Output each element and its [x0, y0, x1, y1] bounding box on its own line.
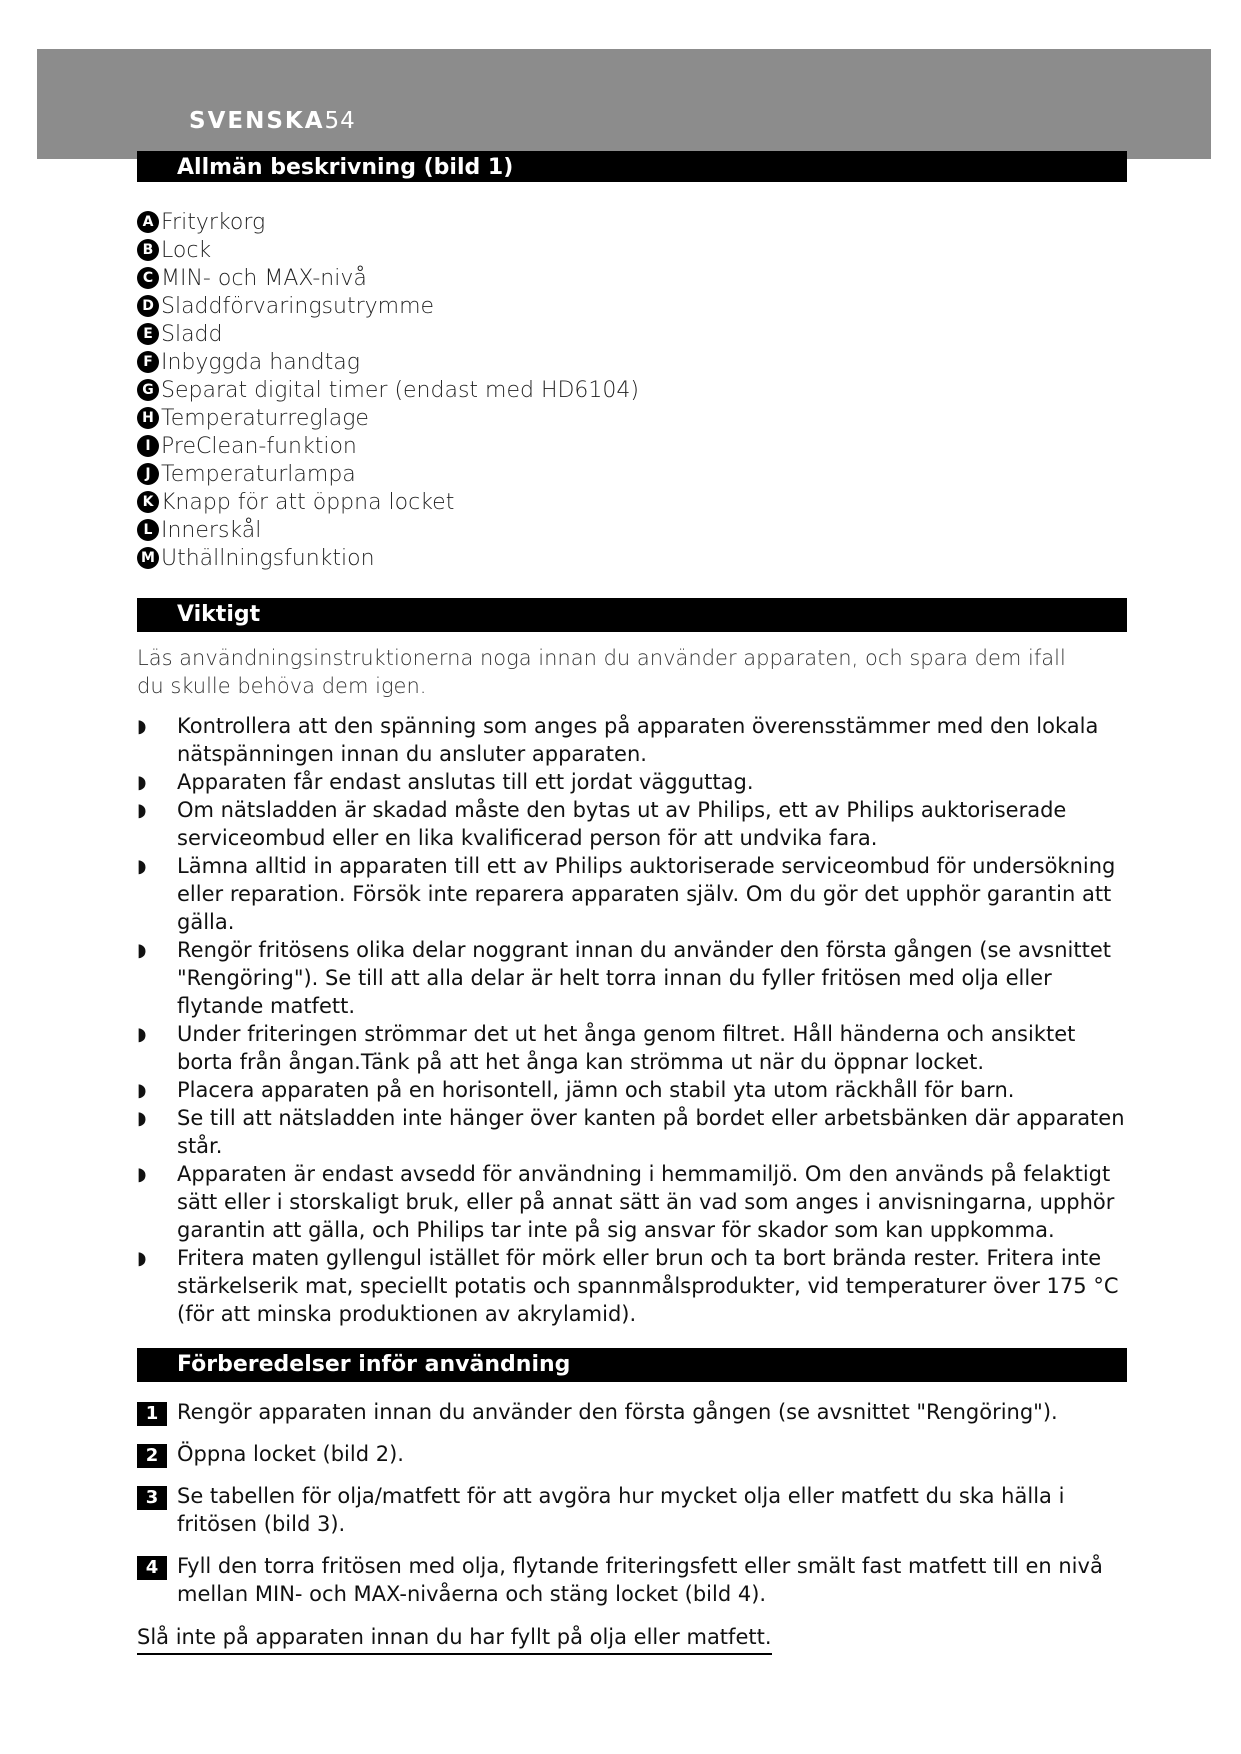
- list-item: [137, 796, 1132, 852]
- list-item: [137, 936, 1132, 1020]
- letter-badge: D: [137, 295, 159, 317]
- list-item: [137, 712, 1132, 768]
- step-number: 2: [137, 1444, 167, 1468]
- warning-text: Apparaten får endast anslutas till ett jordat vägguttag.: [177, 770, 754, 794]
- part-label: Uthällningsfunktion: [161, 545, 375, 571]
- list-item: [137, 1020, 1132, 1076]
- list-item: [137, 292, 639, 320]
- letter-badge: B: [137, 239, 159, 261]
- list-item: [137, 852, 1132, 936]
- warning-text: Fritera maten gyllengul istället för mörk eller brun och ta bort brända rester. Fritera inte stärkelserik mat, speciellt potatis och spannmålsprodukter, vid temperaturer över 175 °C (för att minska produktionen av akrylamid).: [177, 1246, 1119, 1326]
- letter-badge: K: [137, 491, 159, 513]
- parts-list: [137, 208, 639, 572]
- part-label: Temperaturreglage: [161, 405, 369, 431]
- warning-text: Rengör fritösens olika delar noggrant innan du använder den första gången (se avsnittet "Rengöring"). Se till att alla delar är helt torra innan du fyller fritösen med olja eller flytande matfett.: [177, 938, 1112, 1018]
- list-item: [137, 348, 639, 376]
- bullet-icon: ◗: [137, 1024, 147, 1045]
- part-label: Sladdförvaringsutrymme: [161, 293, 435, 319]
- header-band: [37, 49, 1211, 159]
- list-item: [137, 1160, 1132, 1244]
- part-label: Sladd: [161, 321, 223, 347]
- step-number: 3: [137, 1486, 167, 1510]
- bullet-icon: ◗: [137, 1108, 147, 1129]
- part-label: Lock: [161, 237, 212, 263]
- list-item: [137, 236, 639, 264]
- list-item: [137, 768, 1132, 796]
- language-label: SVENSKA: [189, 108, 325, 134]
- bullet-icon: ◗: [137, 716, 147, 737]
- step-text: Öppna locket (bild 2).: [177, 1442, 404, 1466]
- step-text: Se tabellen för olja/matfett för att avgöra hur mycket olja eller matfett du ska hälla i fritösen (bild 3).: [177, 1484, 1065, 1536]
- bullet-icon: ◗: [137, 1164, 147, 1185]
- step-text: Rengör apparaten innan du använder den första gången (se avsnittet "Rengöring").: [177, 1400, 1058, 1424]
- bullet-icon: ◗: [137, 1248, 147, 1269]
- warning-text: Om nätsladden är skadad måste den bytas ut av Philips, ett av Philips auktoriserade serviceombud eller en lika kvalificerad person för att undvika fara.: [177, 798, 1067, 850]
- bullet-icon: ◗: [137, 940, 147, 961]
- part-label: Frityrkorg: [161, 209, 266, 235]
- warning-text: Se till att nätsladden inte hänger över kanten på bordet eller arbetsbänken där apparaten står.: [177, 1106, 1125, 1158]
- section-heading-important: Viktigt: [137, 598, 1127, 632]
- letter-badge: M: [137, 547, 159, 569]
- letter-badge: F: [137, 351, 159, 373]
- list-item: [137, 264, 639, 292]
- bullet-icon: ◗: [137, 1080, 147, 1101]
- step-item: [137, 1440, 1127, 1468]
- letter-badge: G: [137, 379, 159, 401]
- letter-badge: H: [137, 407, 159, 429]
- warning-text: Apparaten är endast avsedd för användning i hemmamiljö. Om den används på felaktigt sätt eller i storskaligt bruk, eller på annat sätt än vad som anges i anvisningarna, upphör garantin att gälla, och Philips tar inte på sig ansvar för skador som kan uppkomma.: [177, 1162, 1115, 1242]
- part-label: PreClean-funktion: [161, 433, 357, 459]
- list-item: [137, 1244, 1132, 1328]
- step-number: 1: [137, 1402, 167, 1426]
- intro-paragraph: Läs användningsinstruktionerna noga innan du använder apparaten, och spara dem ifall du skulle behöva dem igen.: [137, 646, 1066, 698]
- step-item: [137, 1552, 1127, 1608]
- list-item: [137, 1104, 1132, 1160]
- part-label: Inbyggda handtag: [161, 349, 360, 375]
- list-item: [137, 460, 639, 488]
- step-item: [137, 1398, 1127, 1426]
- letter-badge: L: [137, 519, 159, 541]
- warning-text: Placera apparaten på en horisontell, jämn och stabil yta utom räckhåll för barn.: [177, 1078, 1015, 1102]
- page-header: [189, 108, 356, 134]
- part-label: Knapp för att öppna locket: [161, 489, 455, 515]
- letter-badge: C: [137, 267, 159, 289]
- part-label: Temperaturlampa: [161, 461, 356, 487]
- part-label: Separat digital timer (endast med HD6104): [161, 377, 640, 403]
- warnings-list: [137, 712, 1132, 1328]
- list-item: [137, 404, 639, 432]
- part-label: Innerskål: [161, 517, 262, 543]
- letter-badge: I: [137, 435, 159, 457]
- list-item: [137, 432, 639, 460]
- list-item: [137, 544, 639, 572]
- step-item: [137, 1482, 1127, 1538]
- step-number: 4: [137, 1556, 167, 1580]
- list-item: [137, 376, 639, 404]
- footnote: Slå inte på apparaten innan du har fyllt på olja eller matfett.: [137, 1623, 772, 1655]
- warning-text: Under friteringen strömmar det ut het ånga genom filtret. Håll händerna och ansiktet borta från ångan.Tänk på att het ånga kan strömma ut när du öppnar locket.: [177, 1022, 1076, 1074]
- bullet-icon: ◗: [137, 772, 147, 793]
- warning-text: Lämna alltid in apparaten till ett av Philips auktoriserade serviceombud för undersökning eller reparation. Försök inte reparera apparaten själv. Om du gör det upphör garantin att gälla.: [177, 854, 1116, 934]
- letter-badge: E: [137, 323, 159, 345]
- list-item: [137, 320, 639, 348]
- section-heading-general: Allmän beskrivning (bild 1): [137, 148, 1127, 182]
- step-text: Fyll den torra fritösen med olja, flytande friteringsfett eller smält fast matfett till en nivå mellan MIN- och MAX-nivåerna och stäng locket (bild 4).: [177, 1554, 1103, 1606]
- bullet-icon: ◗: [137, 800, 147, 821]
- bullet-icon: ◗: [137, 856, 147, 877]
- letter-badge: A: [137, 211, 159, 233]
- letter-badge: J: [137, 463, 159, 485]
- warning-text: Kontrollera att den spänning som anges på apparaten överensstämmer med den lokala nätspänningen innan du ansluter apparaten.: [177, 714, 1099, 766]
- list-item: [137, 488, 639, 516]
- part-label: MIN- och MAX-nivå: [161, 265, 367, 291]
- page-number: 54: [324, 108, 356, 134]
- section-heading-preparation: Förberedelser inför användning: [137, 1348, 1127, 1382]
- list-item: [137, 1076, 1132, 1104]
- list-item: [137, 208, 639, 236]
- steps-list: [137, 1398, 1127, 1608]
- list-item: [137, 516, 639, 544]
